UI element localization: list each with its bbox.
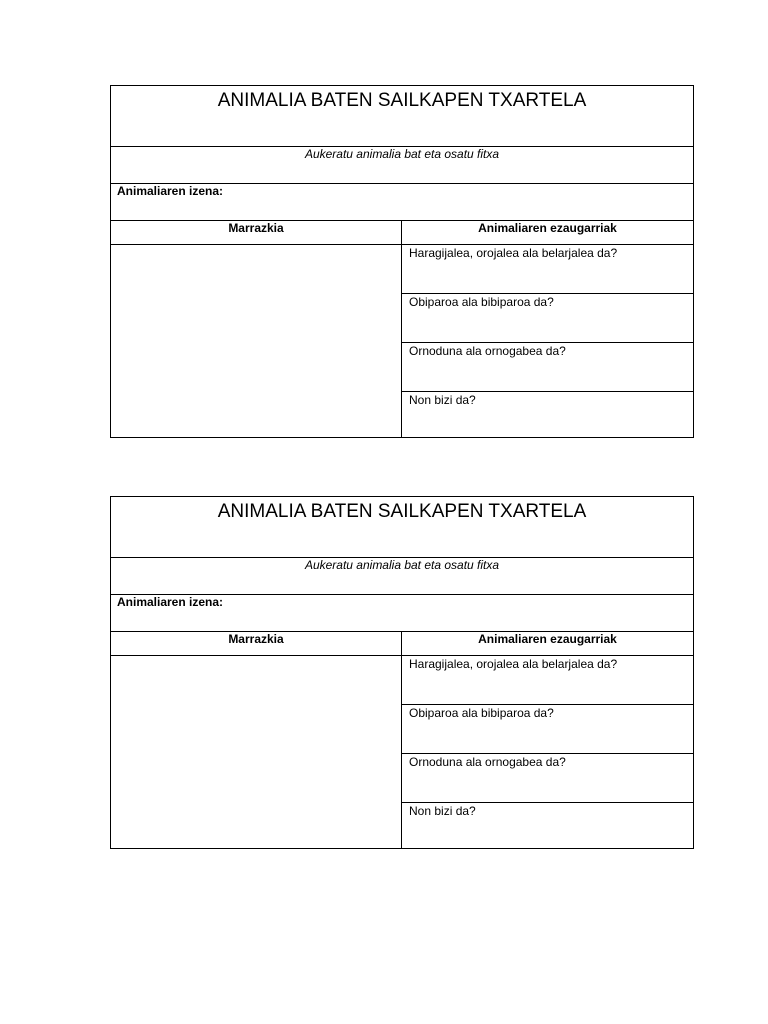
classification-card-1	[110, 85, 694, 438]
animal-name-field[interactable]	[111, 595, 694, 632]
animal-name-field[interactable]	[111, 184, 694, 221]
question-habitat[interactable]: Non bizi da?	[402, 392, 694, 438]
card-instruction: Aukeratu animalia bat eta osatu fitxa	[111, 558, 694, 595]
drawing-column-header: Marrazkia	[111, 221, 402, 245]
drawing-area[interactable]	[111, 245, 402, 438]
drawing-column-header: Marrazkia	[111, 632, 402, 656]
question-vertebrate[interactable]: Ornoduna ala ornogabea da?	[402, 754, 694, 803]
question-reproduction[interactable]: Obiparoa ala bibiparoa da?	[402, 705, 694, 754]
card-instruction: Aukeratu animalia bat eta osatu fitxa	[111, 147, 694, 184]
features-column-header: Animaliaren ezaugarriak	[402, 632, 694, 656]
drawing-area[interactable]	[111, 656, 402, 849]
question-diet[interactable]: Haragijalea, orojalea ala belarjalea da?	[402, 245, 694, 294]
animal-name-label: Animaliaren izena:	[117, 595, 224, 609]
features-column-header: Animaliaren ezaugarriak	[402, 221, 694, 245]
question-habitat[interactable]: Non bizi da?	[402, 803, 694, 849]
classification-card-2	[110, 496, 694, 849]
question-vertebrate[interactable]: Ornoduna ala ornogabea da?	[402, 343, 694, 392]
card-title: ANIMALIA BATEN SAILKAPEN TXARTELA	[111, 86, 694, 147]
question-diet[interactable]: Haragijalea, orojalea ala belarjalea da?	[402, 656, 694, 705]
card-title: ANIMALIA BATEN SAILKAPEN TXARTELA	[111, 497, 694, 558]
question-reproduction[interactable]: Obiparoa ala bibiparoa da?	[402, 294, 694, 343]
animal-name-label: Animaliaren izena:	[117, 184, 224, 198]
